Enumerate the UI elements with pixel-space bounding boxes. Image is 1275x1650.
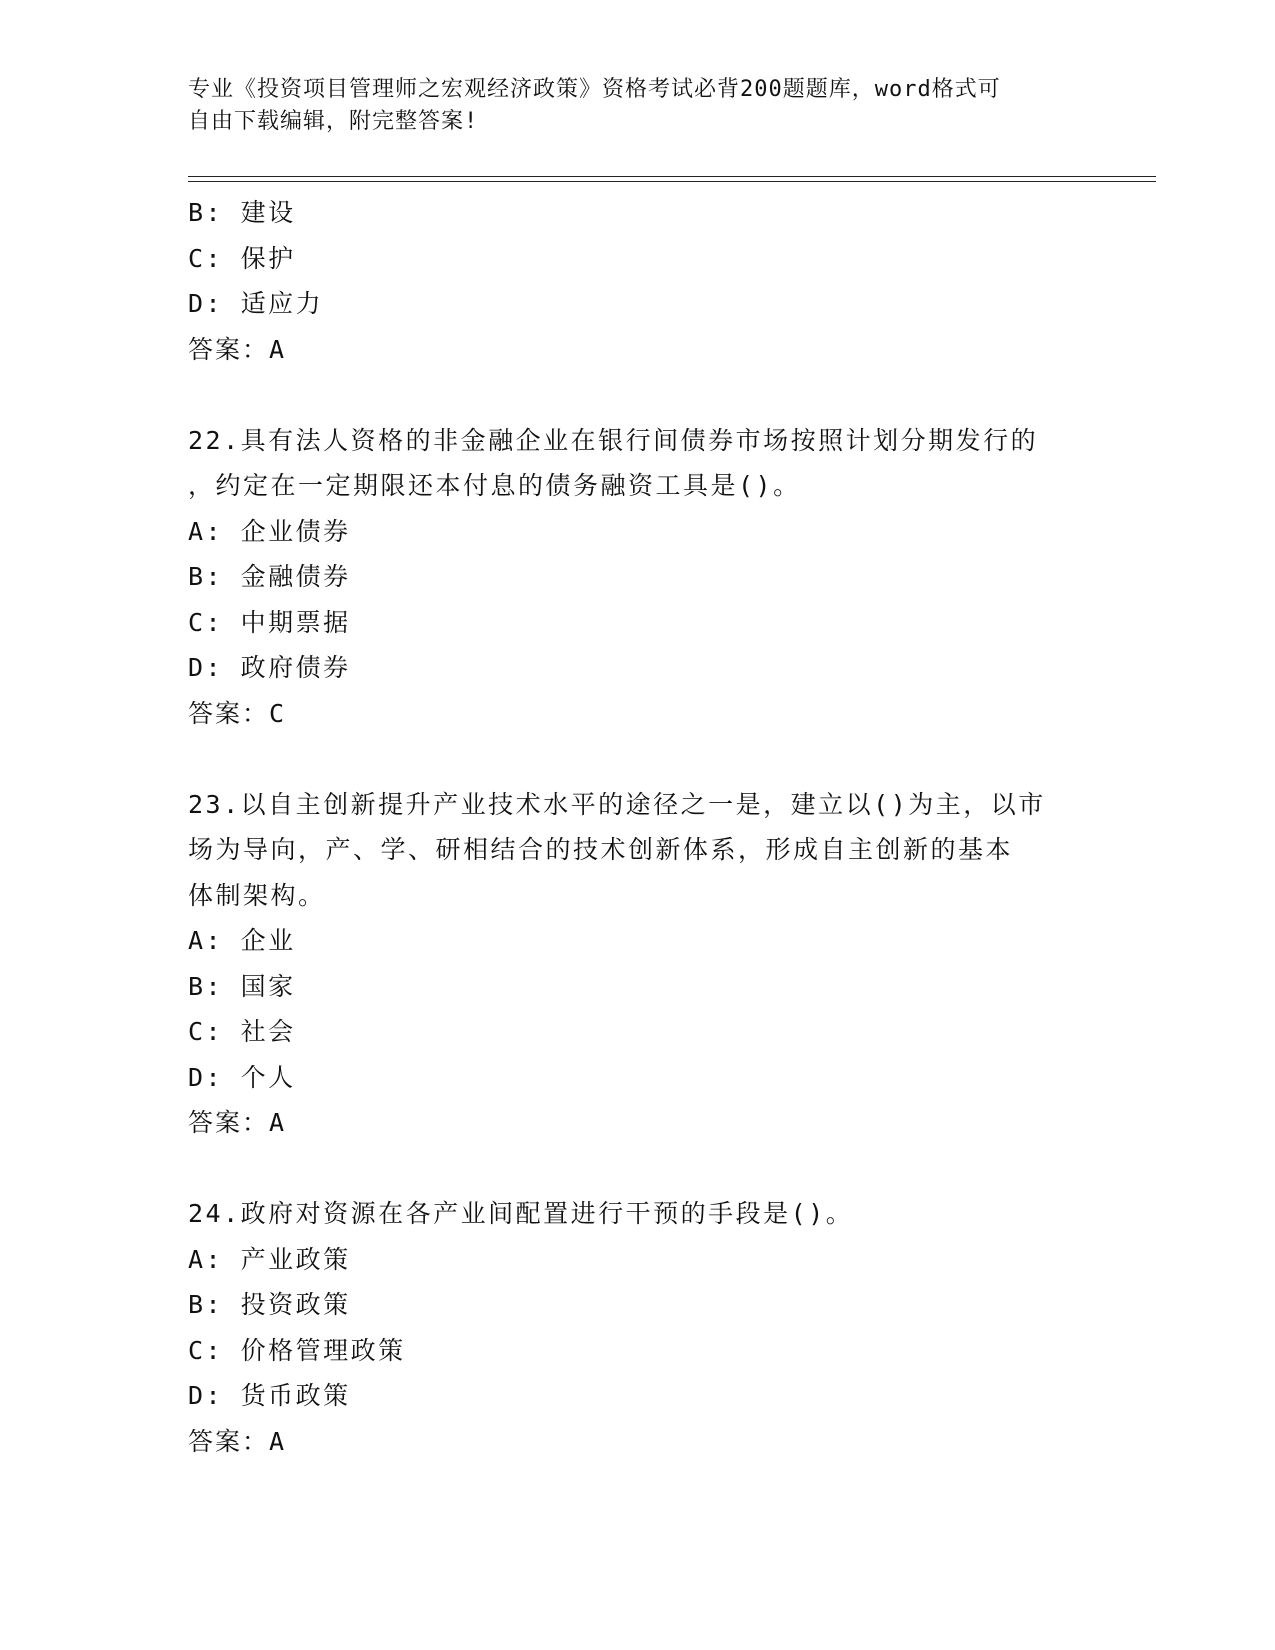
question-22 [188,418,1088,737]
carryover-block [188,190,1088,372]
question-text [188,782,1088,919]
answer-line: 答案：A [188,1426,287,1456]
option-c: C: 保护 [188,243,296,273]
question-23 [188,782,1088,1146]
question-text [188,1191,1088,1237]
question-text-line: ，约定在一定期限还本付息的债务融资工具是()。 [188,471,801,500]
question-text-line: 体制架构。 [188,880,326,910]
header-divider-top [188,176,1156,177]
option-c: C: 社会 [188,1017,296,1046]
question-24 [188,1191,1088,1464]
answer-line: 答案：A [188,334,287,364]
option-b: B: 金融债券 [188,562,351,591]
spacer [188,372,1088,418]
header-divider-bottom [188,181,1156,182]
question-content [188,190,1088,1464]
option-b: B: 投资政策 [188,1290,351,1319]
option-c: C: 中期票据 [188,607,351,637]
answer-line: 答案：C [188,698,287,728]
option-d: D: 政府债券 [188,653,351,682]
answer-line: 答案：A [188,1108,287,1137]
option-a: A: 企业债券 [188,516,351,546]
option-a: A: 企业 [188,926,296,955]
question-text-line: 场为导向，产、学、研相结合的技术创新体系，形成自主创新的基本 [188,835,1014,864]
option-d: D: 货币政策 [188,1381,351,1410]
spacer [188,1146,1088,1192]
question-text-line: 24.政府对资源在各产业间配置进行干预的手段是()。 [188,1199,854,1228]
document-header [188,74,1068,138]
option-d: D: 适应力 [188,289,324,318]
question-text-line: 23.以自主创新提升产业技术水平的途径之一是，建立以()为主，以市 [188,789,1046,819]
header-line-1: 专业《投资项目管理师之宏观经济政策》资格考试必背200题题库，word格式可 [188,77,1001,102]
spacer [188,736,1088,782]
option-b: B: 国家 [188,971,296,1001]
option-d: D: 个人 [188,1062,296,1092]
header-line-2: 自由下载编辑，附完整答案! [188,109,479,134]
option-a: A: 产业政策 [188,1244,351,1274]
question-text-line: 22.具有法人资格的非金融企业在银行间债券市场按照计划分期发行的 [188,425,1039,455]
question-text [188,418,1088,509]
option-c: C: 价格管理政策 [188,1335,406,1365]
option-b: B: 建设 [188,198,296,227]
